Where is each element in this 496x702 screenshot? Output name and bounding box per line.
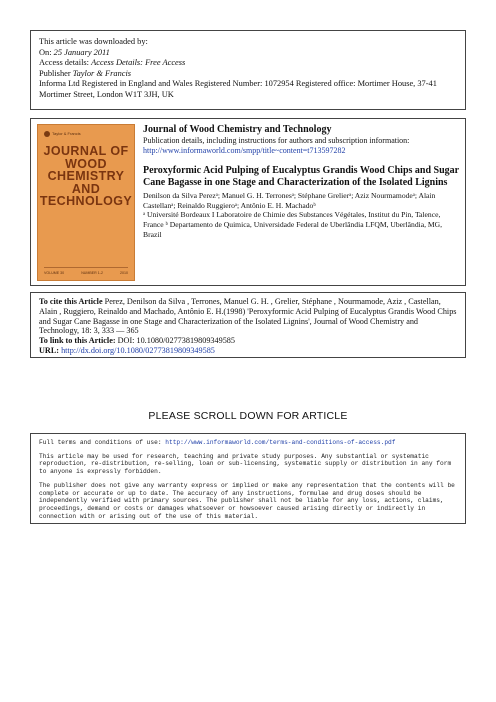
on-value: 25 January 2011 bbox=[53, 47, 110, 57]
on-label: On: bbox=[39, 47, 52, 57]
cover-publisher bbox=[44, 131, 128, 137]
cover-title-line: CHEMISTRY bbox=[47, 169, 125, 183]
cover-volume: VOLUME 30 bbox=[44, 271, 65, 275]
cover-year: 2010 bbox=[120, 271, 128, 275]
publisher-value: Taylor & Francis bbox=[72, 68, 132, 78]
downloaded-by-line: This article was downloaded by: bbox=[39, 37, 148, 46]
cover-publisher-text: Taylor & Francis bbox=[52, 131, 81, 137]
terms-url-link[interactable]: http://www.informaworld.com/terms-and-conditions-of-access.pdf bbox=[165, 439, 396, 446]
access-label: Access details: bbox=[39, 58, 90, 68]
citation-box bbox=[30, 292, 466, 358]
cover-title bbox=[38, 145, 134, 208]
journal-url-link[interactable]: http://www.informaworld.com/smpp/title~content=t713597282 bbox=[143, 145, 346, 155]
publisher-label: Publisher bbox=[39, 68, 71, 78]
article-metadata bbox=[143, 124, 461, 239]
informa-registration: Informa Ltd Registered in England and Wales Registered Number: 1072954 Registered office: Mortimer House, 37-41 Mortimer Street, London W1T 3JH, UK bbox=[39, 79, 437, 99]
doi-line bbox=[39, 336, 457, 346]
cover-footer bbox=[44, 271, 128, 275]
journal-cover-image[interactable] bbox=[37, 124, 135, 281]
doi-url-link[interactable]: http://dx.doi.org/10.1080/02773819809349585 bbox=[61, 345, 215, 355]
doi-text: DOI: 10.1080/02773819809349585 bbox=[117, 336, 235, 346]
cite-text: Perez, Denilson da Silva , Terrones, Manuel G. H. , Grelier, Stéphane , Nourmamode, Aziz , Castellan, Alain , Ruggiero, Reinaldo and Machado, Antônio E. H.(1998) 'Peroxyformic Acid Pulping of Eucalyptus Grandis Wood Chips and Sugar Cane Bagasse in one Stage and Characterization of the Isolated Lignins', Journal of Wood Chemistry and Technology, 18: 3, 333 — 365 bbox=[39, 297, 457, 336]
article-title: Peroxyformic Acid Pulping of Eucalyptus Grandis Wood Chips and Sugar Cane Bagasse in one Stage and Characterization of the Isolated Lignins bbox=[143, 165, 459, 189]
scroll-down-notice: PLEASE SCROLL DOWN FOR ARTICLE bbox=[148, 410, 348, 422]
url-line bbox=[39, 346, 457, 356]
disclaimer-paragraph: The publisher does not give any warranty express or implied or make any representation that the contents will be complete or accurate or up to date. The accuracy of any instructions, formulae and drug doses should be independently verified with primary sources. The publisher shall not be liable for any loss, actions, claims, proceedings, demand or costs or damages whatsoever or howsoever caused arising directly or indirectly in connection with or arising out of the use of this material. bbox=[39, 481, 455, 520]
download-date-line bbox=[39, 48, 457, 59]
cover-title-line: JOURNAL OF bbox=[43, 144, 129, 158]
publisher-line bbox=[39, 69, 457, 80]
url-label: URL: bbox=[39, 345, 60, 355]
usage-terms-paragraph: This article may be used for research, teaching and private study purposes. Any substantial or systematic reproduction, re-distribution, re-selling, loan or sub-licensing, systematic supply or distribution in any form to anyone is expressly forbidden. bbox=[39, 452, 452, 476]
cover-title-line: AND bbox=[71, 181, 101, 196]
link-label: To link to this Article: bbox=[39, 336, 116, 346]
full-terms-line bbox=[39, 439, 457, 447]
download-info-box bbox=[30, 30, 466, 110]
journal-title: Journal of Wood Chemistry and Technology bbox=[143, 124, 332, 135]
publication-info: Publication details, including instructions for authors and subscription information: bbox=[143, 136, 410, 145]
cite-label: To cite this Article bbox=[39, 297, 103, 306]
full-terms-label: Full terms and conditions of use: bbox=[39, 439, 162, 446]
journal-info-panel bbox=[30, 118, 466, 286]
cover-number: NUMBER 1-2 bbox=[81, 271, 103, 275]
cover-title-line: WOOD bbox=[65, 156, 107, 171]
access-value: Access Details: Free Access bbox=[91, 58, 186, 68]
access-details-line bbox=[39, 58, 457, 69]
cover-divider bbox=[44, 267, 128, 268]
publisher-logo-icon bbox=[44, 131, 50, 137]
terms-box bbox=[30, 433, 466, 524]
cite-paragraph bbox=[39, 297, 457, 336]
author-affiliations: ᵃ Université Bordeaux I Laboratoire de Chimie des Substances Végétales, Institut du Pin, Talence, France ᵇ Departamento de Quimica, Universidade Federal de Uberlândia LFQM, Uberlândia, MG, Brazil bbox=[143, 210, 443, 239]
cover-title-line: TECHNOLOGY bbox=[39, 194, 133, 208]
article-authors: Denilson da Silva Perezᵃ; Manuel G. H. Terronesᵃ; Stéphane Grelierᵃ; Aziz Nourmamodeᵃ; Alain Castellanᵃ; Reinaldo Ruggieroᵃ; Antônio E. H. Machadoᵇ bbox=[143, 191, 436, 210]
